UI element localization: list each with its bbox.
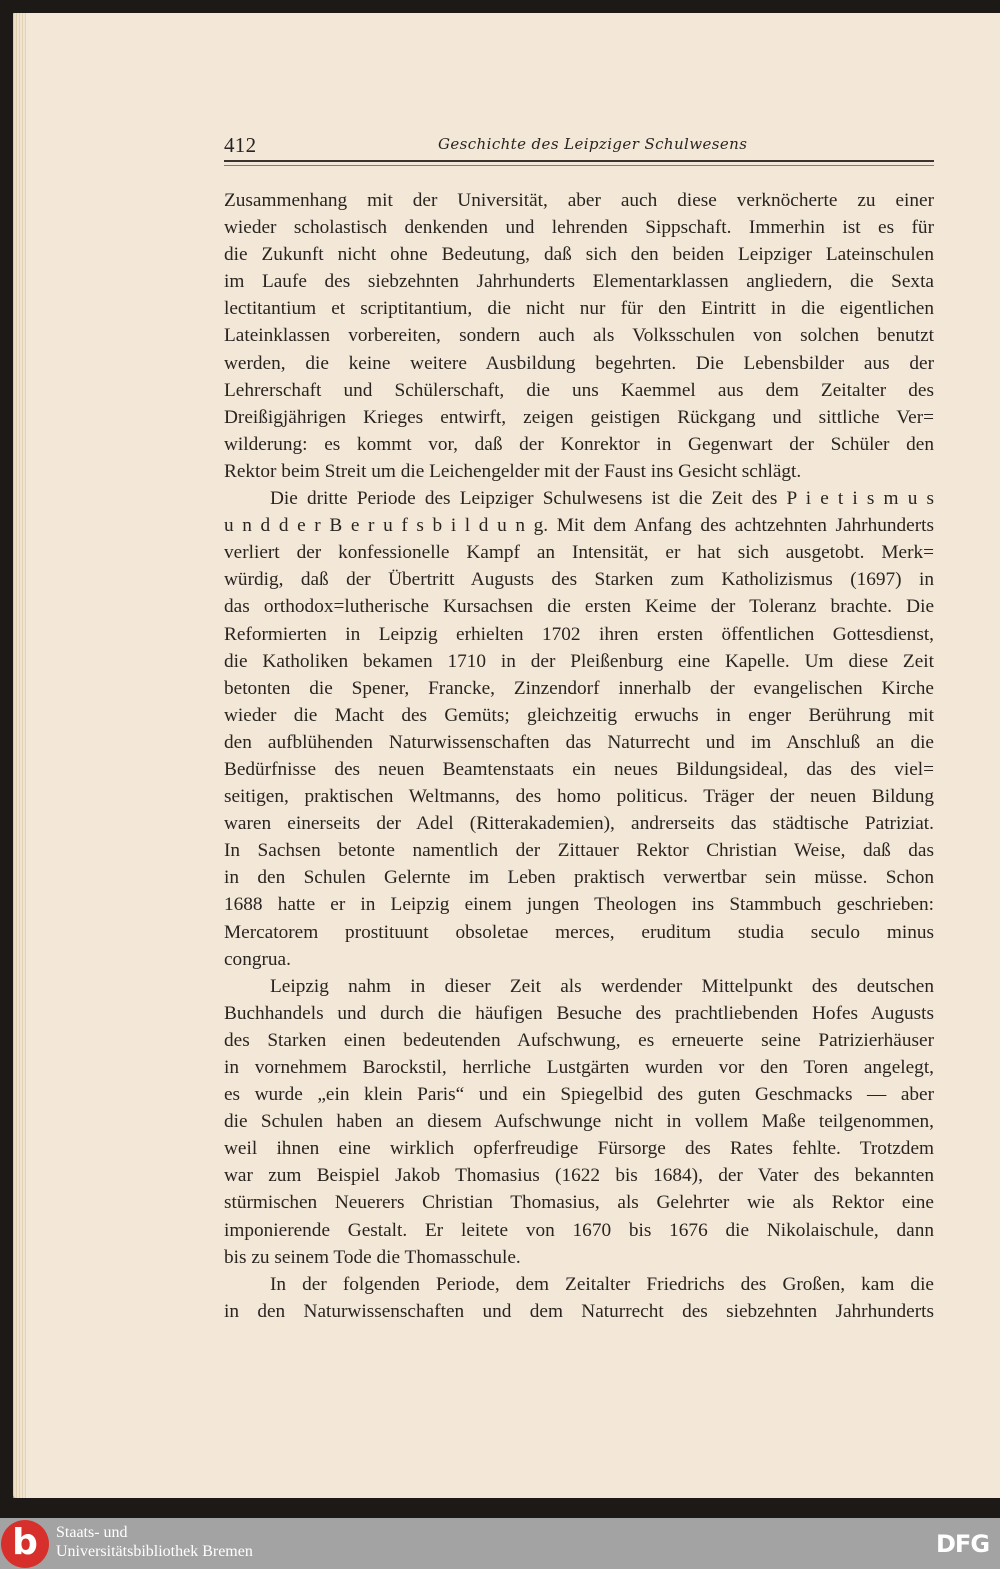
text-line: im Laufe des siebzehnten Jahrhunderts Elementarklassen angliedern, die Sexta bbox=[224, 271, 934, 293]
text-line: Lehrerschaft und Schülerschaft, die uns Kaemmel aus dem Zeitalter des bbox=[224, 379, 934, 401]
text-line: Bedürfnisse des neuen Beamtenstaats ein neues Bildungsideal, das des viel= bbox=[224, 758, 934, 780]
text-line: congrua. bbox=[224, 948, 291, 970]
dfg-logo-icon[interactable]: DFG bbox=[936, 1530, 990, 1558]
text-line: betonten die Spener, Francke, Zinzendorf innerhalb der evangelischen Kirche bbox=[224, 677, 934, 699]
text-line: wieder scholastisch denkenden und lehrenden Sippschaft. Immerhin ist es für bbox=[224, 217, 934, 239]
text-line: die Zukunft nicht ohne Bedeutung, daß sich den beiden Leipziger Lateinschulen bbox=[224, 244, 934, 266]
running-title: Geschichte des Leipziger Schulwesens bbox=[438, 135, 748, 153]
text-line: das orthodox=lutherische Kursachsen die ersten Keime der Toleranz brachte. Die bbox=[224, 596, 934, 618]
text-line: wilderung: es kommt vor, daß der Konrektor in Gegenwart der Schüler den bbox=[224, 433, 934, 455]
text-line: Rektor beim Streit um die Leichengelder mit der Faust ins Gesicht schlägt. bbox=[224, 460, 802, 482]
text-line: es wurde „ein klein Paris“ und ein Spiegelbid des guten Geschmacks — aber bbox=[224, 1084, 934, 1106]
text-line: die Schulen haben an diesem Aufschwunge nicht in vollem Maße teilgenommen, bbox=[224, 1111, 934, 1133]
text-line: in vornehmem Barockstil, herrliche Lustgärten wurden vor den Toren angelegt, bbox=[224, 1057, 934, 1078]
text-line: Lateinklassen vorbereiten, sondern auch als Volksschulen von solchen benutzt bbox=[224, 325, 934, 347]
body-text bbox=[224, 187, 934, 1325]
text-line: Leipzig nahm in dieser Zeit als werdender Mittelpunkt des deutschen bbox=[270, 975, 934, 997]
text-line: Buchhandels und durch die häufigen Besuche des prachtliebenden Hofes Augusts bbox=[224, 1002, 934, 1024]
text-line: werden, die keine weitere Ausbildung begehrten. Die Lebensbilder aus der bbox=[224, 352, 934, 374]
text-line: stürmischen Neuerers Christian Thomasius, als Gelehrter wie als Rektor eine bbox=[224, 1192, 934, 1214]
text-line: Mercatorem prostituunt obsoletae merces, eruditum studia seculo minus bbox=[224, 921, 934, 943]
text-line: wieder die Macht des Gemüts; gleichzeitig erwuchs in enger Berührung mit bbox=[224, 704, 934, 726]
text-line: würdig, daß der Übertritt Augusts des Starken zum Katholizismus (1697) in bbox=[224, 569, 934, 591]
text-line: war zum Beispiel Jakob Thomasius (1622 bis 1684), der Vater des bekannten bbox=[224, 1165, 934, 1187]
text-line: lectitantium et scriptitantium, die nicht nur für den Eintritt in die eigentlichen bbox=[224, 298, 934, 320]
page-edge-stack bbox=[13, 13, 26, 1498]
text-line: Dreißigjährigen Krieges entwirft, zeigen geistigen Rückgang und sittliche Ver= bbox=[224, 406, 934, 428]
library-name[interactable] bbox=[56, 1523, 253, 1561]
text-line: 1688 hatte er in Leipzig einem jungen Theologen ins Stammbuch geschrieben: bbox=[224, 894, 934, 916]
text-line: den aufblühenden Naturwissenschaften das Naturrecht und im Anschluß an die bbox=[224, 731, 934, 753]
text-line: verliert der konfessionelle Kampf an Intensität, er hat sich ausgetobt. Merk= bbox=[224, 542, 934, 564]
text-line: die Katholiken bekamen 1710 in der Pleißenburg eine Kapelle. Um diese Zeit bbox=[224, 650, 934, 672]
text-line: in den Naturwissenschaften und dem Naturrecht des siebzehnten Jahrhunderts bbox=[224, 1300, 934, 1322]
library-name-line-2: Universitätsbibliothek Bremen bbox=[56, 1543, 253, 1560]
page-header bbox=[224, 133, 934, 159]
text-line: bis zu seinem Tode die Thomasschule. bbox=[224, 1246, 521, 1268]
text-line: In Sachsen betonte namentlich der Zittauer Rektor Christian Weise, daß das bbox=[224, 840, 934, 862]
text-line: seitigen, praktischen Weltmanns, des homo politicus. Träger der neuen Bildung bbox=[224, 786, 934, 808]
text-line: Reformierten in Leipzig erhielten 1702 ihren ersten öffentlichen Gottesdienst, bbox=[224, 623, 934, 645]
text-line: waren einerseits der Adel (Ritterakademien), andrerseits das städtische Patriziat. bbox=[224, 813, 934, 835]
text-line: Die dritte Periode des Leipziger Schulwesens ist die Zeit des P i e t i s m u s bbox=[270, 488, 934, 510]
text-line: des Starken einen bedeutenden Aufschwung, es erneuerte seine Patrizierhäuser bbox=[224, 1029, 934, 1051]
text-line: in den Schulen Gelernte im Leben praktisch verwertbar sein müsse. Schon bbox=[224, 867, 934, 889]
header-rule bbox=[224, 160, 934, 166]
text-line: In der folgenden Periode, dem Zeitalter Friedrichs des Großen, kam die bbox=[270, 1273, 934, 1295]
library-logo-icon[interactable]: b bbox=[1, 1520, 49, 1568]
text-line: Zusammenhang mit der Universität, aber auch diese verknöcherte zu einer bbox=[224, 190, 934, 211]
text-line: u n d d e r B e r u f s b i l d u n g. Mit dem Anfang des achtzehnten Jahrhunderts bbox=[224, 515, 934, 537]
footer-bar bbox=[0, 1518, 1000, 1569]
text-line: imponierende Gestalt. Er leitete von 1670 bis 1676 die Nikolaischule, dann bbox=[224, 1219, 934, 1241]
library-name-line-1: Staats- und bbox=[56, 1524, 128, 1541]
page-number: 412 bbox=[224, 133, 257, 157]
text-line: weil ihnen eine wirklich opferfreudige Fürsorge des Rates fehlte. Trotzdem bbox=[224, 1138, 934, 1160]
